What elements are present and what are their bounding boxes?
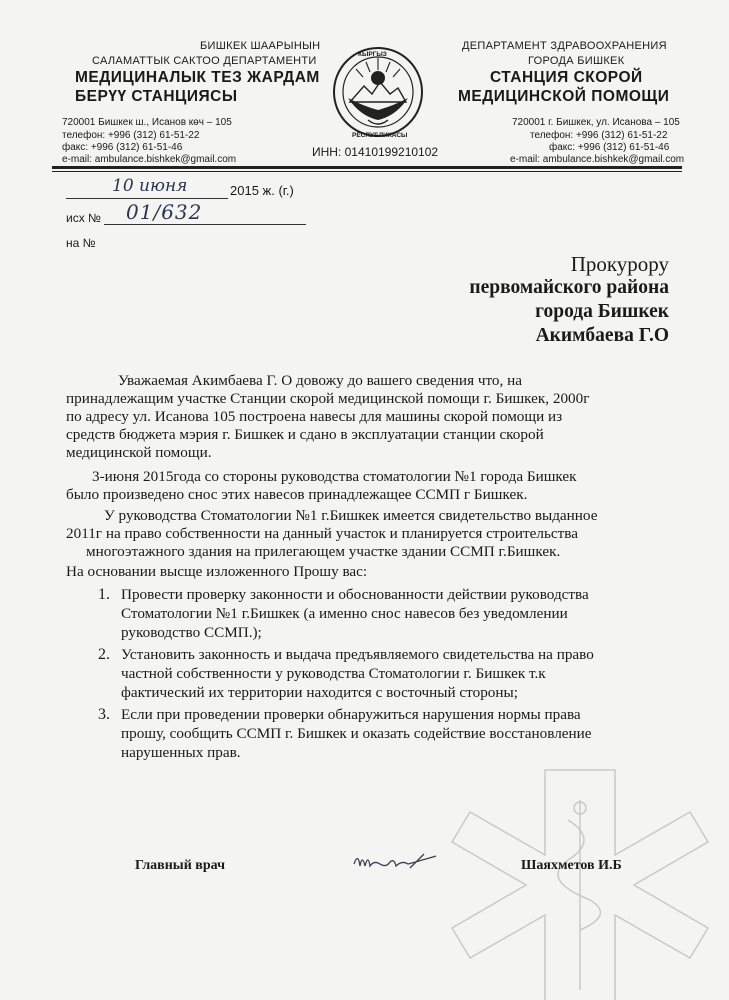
addressee-line: Прокурору	[570, 252, 669, 276]
right-dept-line1: ДЕПАРТАМЕНТ ЗДРАВООХРАНЕНИЯ	[462, 40, 667, 52]
body-line: 3-июня 2015года со стороны руководства стоматологии №1 города Бишкек	[92, 468, 577, 485]
addressee-line: города Бишкек	[535, 301, 669, 322]
body-line: Уважаемая Акимбаева Г. О довожу до вашего сведения что, на	[118, 372, 522, 389]
list-item-line: нарушенных прав.	[121, 744, 241, 761]
list-item-line: частной собственности у руководства Стоматологии г. Бишкек т.к	[121, 665, 546, 682]
inn-number: ИНН: 01410199210102	[312, 145, 439, 159]
emblem-bottom-text: РЕСПУБЛИКАСЫ	[352, 132, 408, 139]
body-line: 2011г на право собственности на данный участок и планируется строительства	[66, 525, 579, 542]
incoming-number-label: на №	[66, 236, 96, 250]
body-line: У руководства Стоматологии №1 г.Бишкек имеется свидетельство выданное	[104, 507, 598, 524]
header-rule-thin	[52, 171, 682, 172]
addressee-line: первомайского района	[469, 277, 669, 298]
left-fax: факс: +996 (312) 61-51-46	[62, 142, 183, 153]
right-dept-line2: ГОРОДА БИШКЕК	[528, 55, 625, 67]
list-item-line: Провести проверку законности и обоснованности действии руководства	[121, 586, 589, 603]
left-title-line2: БЕРҮҮ СТАНЦИЯСЫ	[75, 88, 238, 105]
list-item-line: Установить законность и выдача предъявляемого свидетельства на право	[121, 646, 594, 663]
list-item-line: руководство ССМП.);	[121, 624, 262, 641]
left-dept-line1: БИШКЕК ШААРЫНЫН	[200, 40, 321, 52]
header-rule-thick	[52, 166, 682, 169]
outgoing-number-underline	[104, 224, 306, 225]
right-fax: факс: +996 (312) 61-51-46	[549, 142, 670, 153]
list-item-line: Если при проведении проверки обнаружиться нарушения нормы права	[121, 706, 581, 723]
right-phone: телефон: +996 (312) 61-51-22	[530, 130, 668, 141]
handwritten-signature	[350, 846, 440, 876]
outgoing-number-label: исх №	[66, 211, 101, 225]
list-item-number: 3.	[98, 706, 110, 723]
body-line: средств бюджета мэрия г. Бишкек и сдано в эксплуатации станции скорой	[66, 426, 544, 443]
right-address: 720001 г. Бишкек, ул. Исанова – 105	[512, 117, 680, 128]
list-item-line: Стоматологии №1 г.Бишкек (а именно снос навесов без уведомлении	[121, 605, 568, 622]
left-address: 720001 Бишкек ш., Исанов көч – 105	[62, 117, 232, 128]
right-email: e-mail: ambulance.bishkek@gmail.com	[510, 154, 685, 165]
body-line: принадлежащим участке Станции скорой медицинской помощи г. Бишкек, 2000г	[66, 390, 590, 407]
state-emblem	[328, 36, 428, 144]
body-line: многоэтажного здания на прилегающем участке здании ССМП г.Бишкек.	[86, 543, 561, 560]
left-title-line1: МЕДИЦИНАЛЫК ТЕЗ ЖАРДАМ	[75, 69, 320, 86]
list-item-number: 2.	[98, 646, 110, 663]
list-item-line: фактический их территории находится с восточный стороны;	[121, 684, 518, 701]
body-line: по адресу ул. Исанова 105 построена навесы для машины скорой помощи из	[66, 408, 563, 425]
date-suffix: 2015 ж. (г.)	[230, 183, 294, 198]
right-title-line2: МЕДИЦИНСКОЙ ПОМОЩИ	[458, 88, 670, 105]
signatory-title: Главный врач	[135, 858, 225, 873]
outgoing-number-handwritten: 01/632	[126, 200, 203, 224]
list-item-line: прошу, сообщить ССМП г. Бишкек и оказать содействие восстановление	[121, 725, 592, 742]
date-underline	[66, 198, 228, 199]
signatory-name: Шаяхметов И.Б	[521, 858, 622, 873]
left-dept-line2: САЛАМАТТЫК САКТОО ДЕПАРТАМЕНТИ	[92, 55, 317, 67]
request-intro: На основании высще изложенного Прошу вас:	[66, 563, 368, 580]
list-item-number: 1.	[98, 586, 110, 603]
left-email: e-mail: ambulance.bishkek@gmail.com	[62, 154, 237, 165]
addressee-line: Акимбаева Г.О	[535, 325, 669, 346]
star-of-life-watermark-icon	[430, 760, 729, 1000]
body-line: было произведено снос этих навесов принадлежащее ССМП г Бишкек.	[66, 486, 528, 503]
right-title-line1: СТАНЦИЯ СКОРОЙ	[490, 69, 643, 86]
date-handwritten: 10 июня	[112, 176, 188, 196]
addressee-block	[349, 252, 669, 348]
body-line: медицинской помощи.	[66, 444, 212, 461]
emblem-top-text: КЫРГЫЗ	[358, 51, 387, 58]
left-phone: телефон: +996 (312) 61-51-22	[62, 130, 200, 141]
